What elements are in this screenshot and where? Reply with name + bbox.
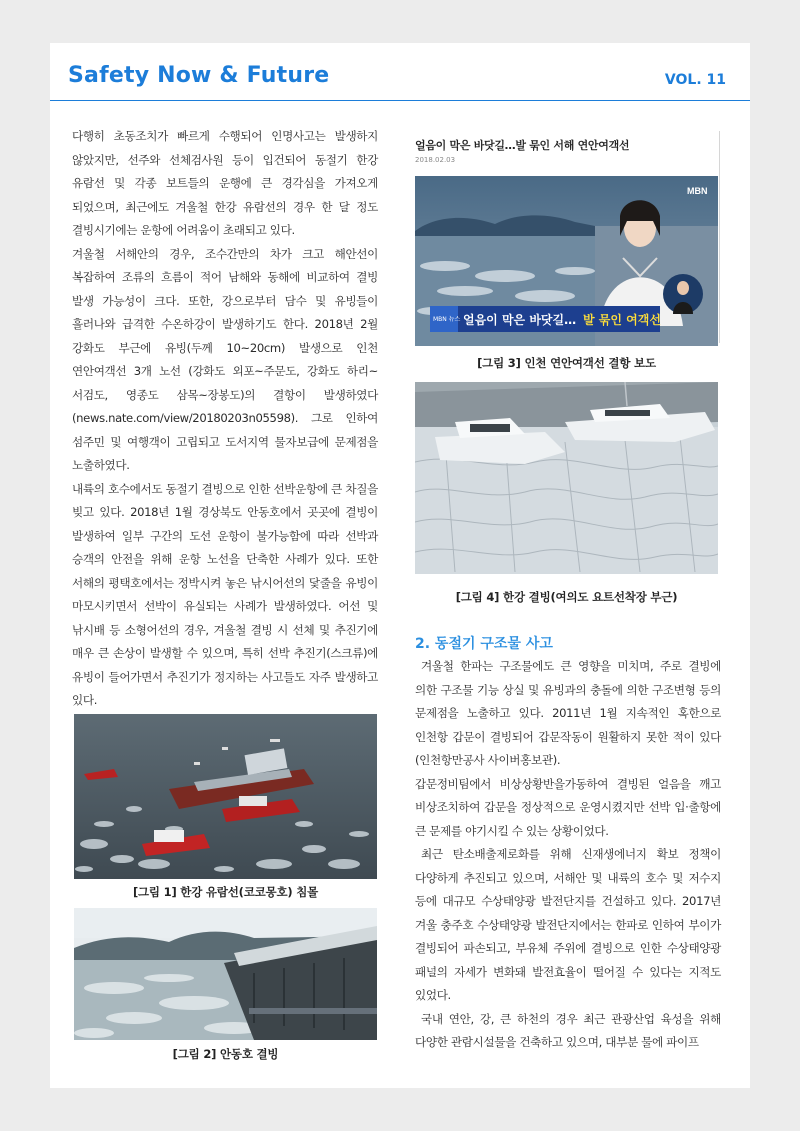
page: [50, 43, 750, 1088]
news-broadcast-screenshot: [415, 176, 718, 346]
news-headline: 얼음이 막은 바닷길…발 묶인 서해 연안여객선: [415, 139, 630, 152]
news-date: 2018.02.03: [415, 156, 456, 164]
section-heading: 2. 동절기 구조물 사고: [415, 636, 553, 652]
paragraph: 갑문정비팀에서 비상상황반을가동하여 결빙된 얼음을 깨고 비상조치하여 갑문을 정상적으로 운영시켰지만 선박 입·출항에 큰 문제를 야기시킬 수 있는 상황이었다.: [415, 776, 721, 838]
frozen-river-yachts-photo: [415, 382, 718, 574]
volume-label: VOL. 11: [664, 72, 726, 88]
figure-1-caption: [그림 1] 한강 유람선(코코몽호) 침몰: [132, 885, 319, 899]
figure-3-caption: [그림 3] 인천 연안여객선 결항 보도: [477, 356, 656, 370]
right-column-text: [415, 655, 721, 1055]
paragraph: 겨울철 한파는 구조물에도 큰 영향을 미치며, 주로 결빙에 의한 구조물 기능 상실 및 유빙과의 충돌에 의한 구조변형 등의 문제점을 노출하고 있다. 2011년 1월 지속적인 혹한으로 인천항 갑문이 결빙되어 갑문작동이 원활하지 못한 적이 있다(인천항만공사 사이버홍보관).: [415, 659, 721, 767]
news-clip-border: [719, 131, 720, 343]
figure-4-caption: [그림 4] 한강 결빙(여의도 요트선착장 부근): [455, 590, 678, 604]
news-caption-tag: MBN 뉴스: [433, 316, 461, 323]
figure-3-image: [415, 176, 718, 346]
figure-4-image: [415, 382, 718, 574]
paragraph: 다행히 초동조치가 빠르게 수행되어 인명사고는 발생하지 않았지만, 선주와 선체검사원 등이 입건되어 동절기 한강 유람선 및 각종 보트들의 운행에 큰 경각심을 가져오게 되었으며, 최근에도 겨울철 한강 유람선의 경우 한 달 정도 결빙시기에는 운항에 어려움이 초래되고 있다.: [72, 129, 378, 237]
news-banner-text: 얼음이 막은 바닷길…: [463, 313, 577, 327]
boat-sinking-photo: [74, 714, 377, 879]
paragraph: 최근 탄소배출제로화를 위해 신재생에너지 확보 정책이 다양하게 추진되고 있으며, 서해안 및 내륙의 호수 및 저수지 등에 대규모 수상태양광 발전단지를 건설하고 있다. 2017년 겨울 충주호 수상태양광 발전단지에서는 한파로 인하여 부이가 결빙되어 파손되고, 부유체 주위에 결빙으로 인한 수상태양광 패널의 자세가 변화돼 발전효율이 떨어질 수 있다는 지적도 있었다.: [415, 847, 721, 1002]
figure-2-caption: [그림 2] 안동호 결빙: [172, 1047, 279, 1061]
figure-1-image: [74, 714, 377, 879]
header-divider: [50, 100, 750, 101]
left-column-text: [72, 125, 378, 713]
news-banner-text-highlight: 발 묶인 여객선: [583, 313, 661, 327]
paragraph: 국내 연안, 강, 큰 하천의 경우 최근 관광산업 육성을 위해 다양한 관람시설물을 건축하고 있으며, 대부분 물에 파이프: [415, 1011, 721, 1049]
frozen-lake-photo: [74, 908, 377, 1040]
magazine-title: Safety Now & Future: [68, 63, 330, 88]
paragraph: 겨울철 서해안의 경우, 조수간만의 차가 크고 해안선이 복잡하여 조류의 흐름이 적어 남해와 동해에 비교하여 결빙 발생 가능성이 크다. 또한, 강으로부터 담수 및 유빙들이 흘러나와 급격한 수온하강이 발생하기도 한다. 2018년 2월 강화도 부근에 유빙(두께 10~20cm) 발생으로 인천 연안여객선 3개 노선 (강화도 외포~주문도, 강화도 하리~서검도, 영종도 삼목~장봉도)의 결항이 발생하였다(news.nate.com/view/20180203n05598). 그로 인하여 섬주민 및 여행객이 고립되고 도서지역 물자보급에 문제점을 노출하였다.: [72, 246, 378, 472]
broadcaster-logo: MBN: [687, 186, 708, 196]
paragraph: 내륙의 호수에서도 동절기 결빙으로 인한 선박운항에 큰 차질을 빚고 있다. 2018년 1월 경상북도 안동호에서 곳곳에 결빙이 발생하여 일부 구간의 도선 운항이 불가능함에 따라 선박과 승객의 안전을 위해 운항 노선을 단축한 사례가 있다. 또한 서해의 평택호에서는 정박시켜 놓은 낚시어선의 닻줄을 유빙이 마모시키면서 선박이 유실되는 사례가 발생하였다. 어선 및 낚시배 등 소형어선의 경우, 겨울철 결빙 시 선체 및 추진기에 매우 큰 손상이 발생할 수 있으며, 특히 선박 추진기(스크류)에 유빙이 들어가면서 추진기가 정지하는 사고들도 자주 발생하고 있다.: [72, 481, 378, 707]
figure-2-image: [74, 908, 377, 1040]
